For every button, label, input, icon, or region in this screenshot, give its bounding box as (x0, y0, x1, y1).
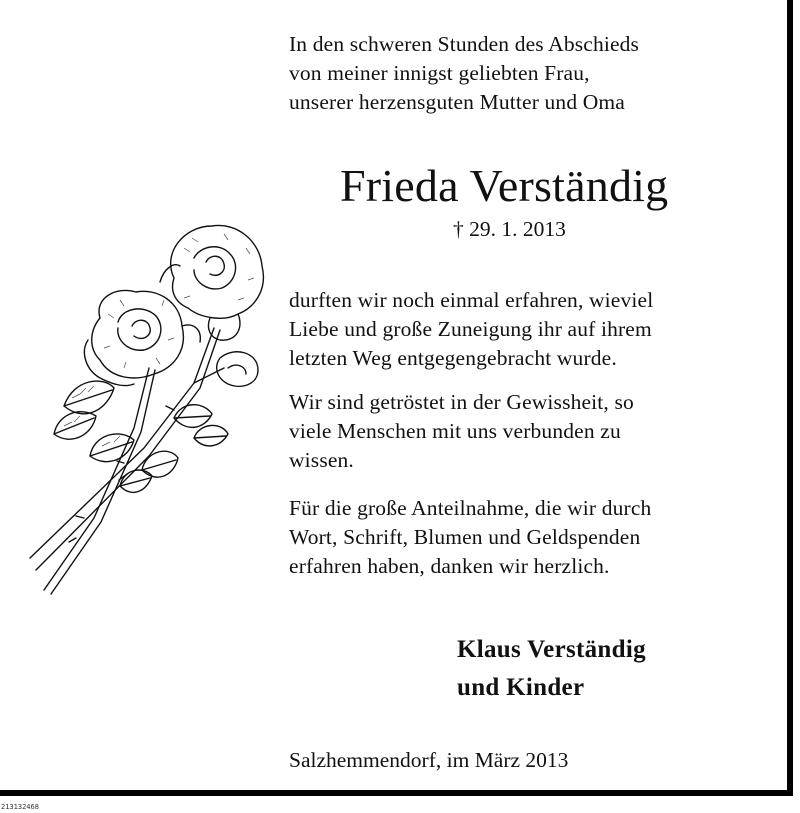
signature-family: und Kinder (457, 674, 585, 701)
ad-code: 213132468 (1, 803, 39, 811)
paragraph-line: Wir sind getröstet in der Gewissheit, so (289, 390, 634, 414)
intro-text (289, 30, 759, 117)
intro-line: von meiner innigst geliebten Frau, (289, 61, 590, 85)
paragraph-2 (289, 388, 759, 475)
paragraph-line: Wort, Schrift, Blumen und Geldspenden (289, 525, 641, 549)
paragraph-line: erfahren haben, danken wir herzlich. (289, 554, 610, 578)
paragraph-line: wissen. (289, 448, 354, 472)
rose-drawing-icon (24, 218, 270, 600)
paragraph-line: Liebe und große Zuneigung ihr auf ihrem (289, 317, 652, 341)
paragraph-line: Für die große Anteilnahme, die wir durch (289, 496, 652, 520)
paragraph-line: letzten Weg entgegengebracht wurde. (289, 346, 617, 370)
place-and-date: Salzhemmendorf, im März 2013 (289, 748, 569, 772)
intro-line: In den schweren Stunden des Abschieds (289, 32, 640, 56)
death-date: † 29. 1. 2013 (453, 217, 566, 241)
paragraph-1 (289, 286, 759, 373)
intro-line: unserer herzensguten Mutter und Oma (289, 90, 626, 114)
paragraph-3 (289, 494, 759, 581)
deceased-name: Frieda Verständig (340, 160, 669, 211)
signature-name: Klaus Verständig (457, 636, 646, 663)
paragraph-line: durften wir noch einmal erfahren, wieviel (289, 288, 654, 312)
paragraph-line: viele Menschen mit uns verbunden zu (289, 419, 621, 443)
